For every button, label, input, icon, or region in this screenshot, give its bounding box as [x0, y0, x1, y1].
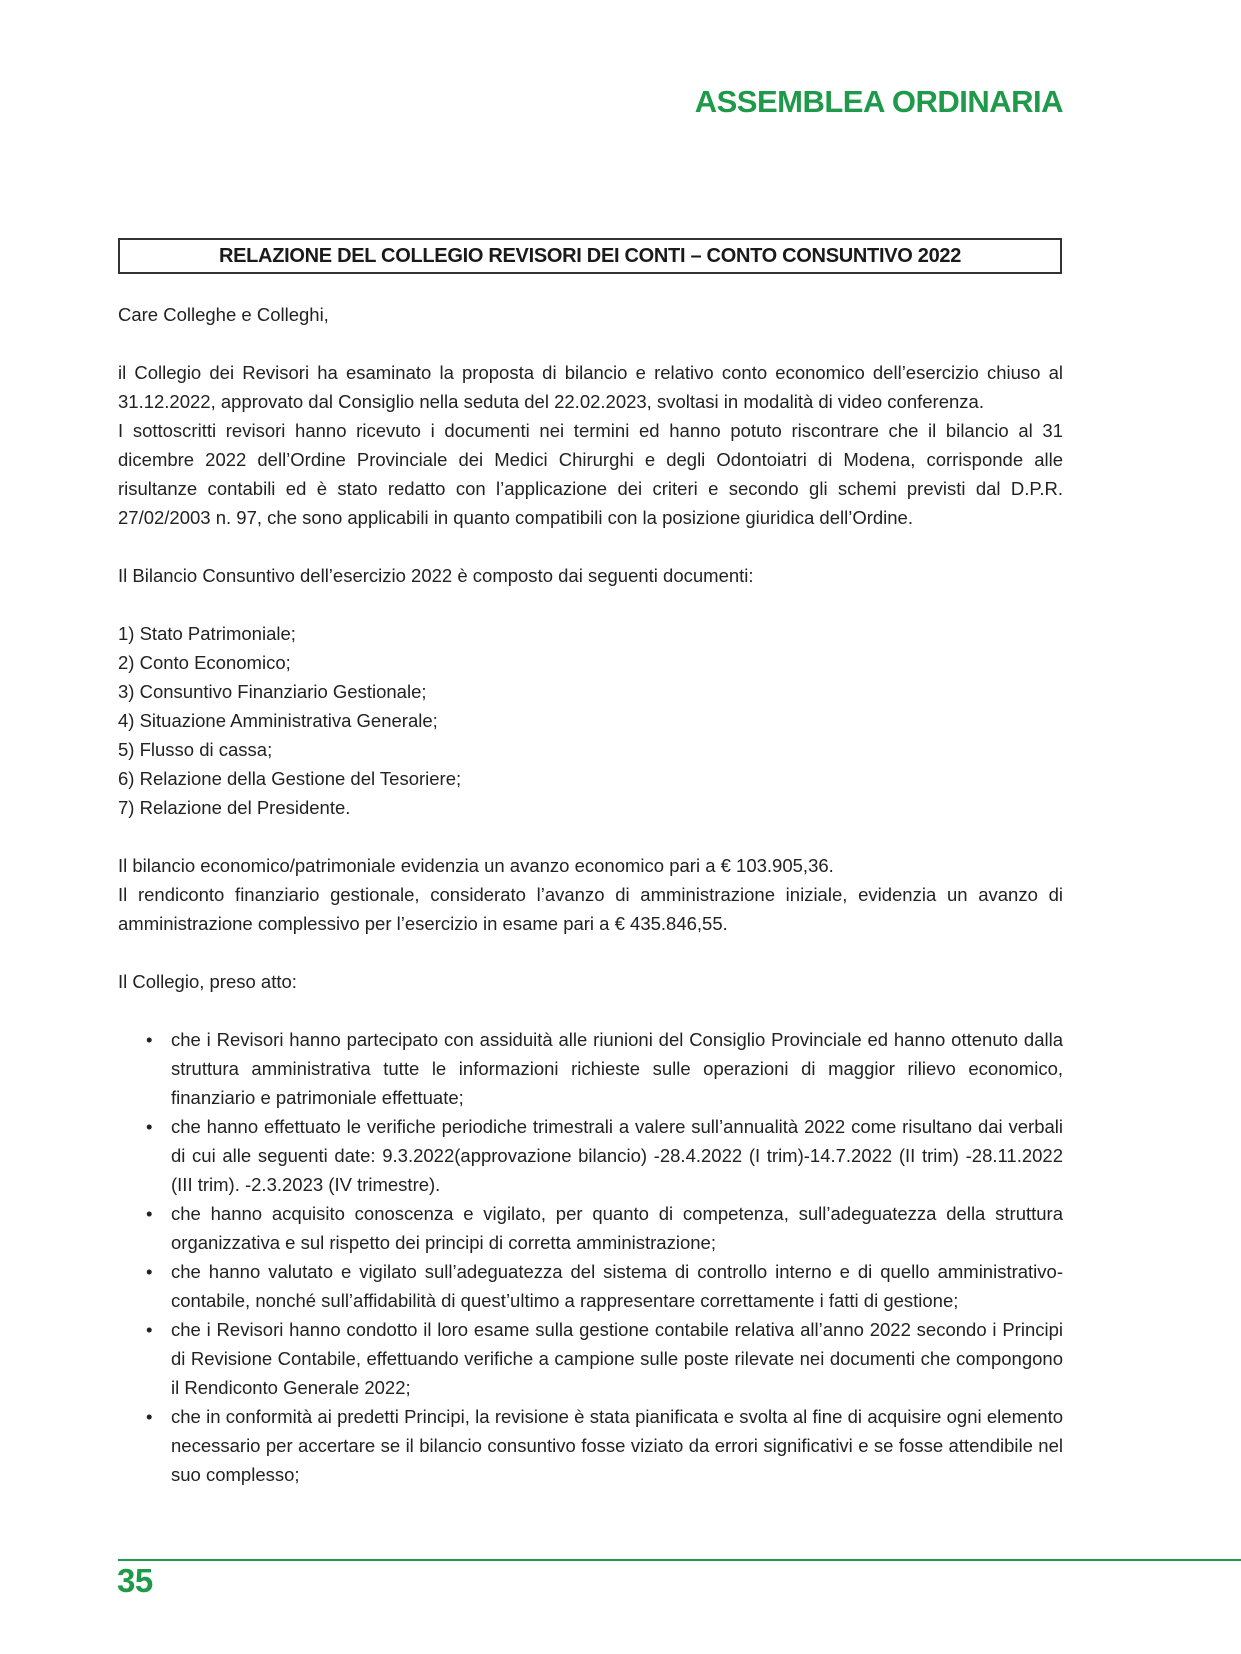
- report-title: RELAZIONE DEL COLLEGIO REVISORI DEI CONTI – CONTO CONSUNTIVO 2022: [218, 244, 962, 267]
- bullet-icon: •: [146, 1029, 153, 1050]
- list-item: 7) Relazione del Presidente.: [118, 797, 351, 818]
- list-item: [118, 1257, 1063, 1315]
- list-item: [118, 1025, 1063, 1112]
- report-title-box: [118, 238, 1062, 274]
- bullet-icon: •: [146, 1203, 153, 1224]
- list-item: [118, 1402, 1063, 1489]
- document-body: [118, 300, 1063, 1489]
- list-item: 2) Conto Economico;: [118, 652, 291, 673]
- list-item: [118, 1199, 1063, 1257]
- section-header: ASSEMBLEA ORDINARIA: [694, 84, 1063, 119]
- list-item: 3) Consuntivo Finanziario Gestionale;: [118, 681, 427, 702]
- economic-result: Il bilancio economico/patrimoniale evidenzia un avanzo economico pari a € 103.905,36.: [118, 855, 834, 876]
- bullet-icon: •: [146, 1116, 153, 1137]
- finding-text: che i Revisori hanno condotto il loro esame sulla gestione contabile relativa all’anno 2022 secondo i Principi di Revisione Contabile, effettuando verifiche a campione sulle poste rilevate nei documenti che compongono il Rendiconto Generale 2022;: [171, 1319, 1063, 1398]
- list-item: 6) Relazione della Gestione del Tesoriere;: [118, 768, 462, 789]
- page-number: 35: [117, 1562, 153, 1599]
- college-intro: Il Collegio, preso atto:: [118, 971, 297, 992]
- bullet-icon: •: [146, 1406, 153, 1427]
- verification-paragraph: I sottoscritti revisori hanno ricevuto i documenti nei termini ed hanno potuto riscontrare che il bilancio al 31 dicembre 2022 dell’Ordine Provinciale dei Medici Chirurghi e degli Odontoiatri di Modena, corrisponde alle risultanze contabili ed è stato redatto con l’applicazione dei criteri e secondo gli schemi previsti dal D.P.R. 27/02/2003 n. 97, che sono applicabili in quanto compatibili con la posizione giuridica dell’Ordine.: [118, 420, 1063, 528]
- footer-divider: [118, 1559, 1241, 1561]
- list-item: 5) Flusso di cassa;: [118, 739, 273, 760]
- documents-list: [118, 619, 1063, 822]
- bullet-icon: •: [146, 1319, 153, 1340]
- list-item: [118, 1112, 1063, 1199]
- finding-text: che in conformità ai predetti Principi, la revisione è stata pianificata e svolta al fine di acquisire ogni elemento necessario per accertare se il bilancio consuntivo fosse viziato da errori significativi e se fosse attendibile nel suo complesso;: [171, 1406, 1063, 1485]
- composition-intro: Il Bilancio Consuntivo dell’esercizio 2022 è composto dai seguenti documenti:: [118, 565, 754, 586]
- financial-result: Il rendiconto finanziario gestionale, considerato l’avanzo di amministrazione iniziale, evidenzia un avanzo di amministrazione complessivo per l’esercizio in esame pari a € 435.846,55.: [118, 884, 1063, 934]
- finding-text: che i Revisori hanno partecipato con assiduità alle riunioni del Consiglio Provinciale ed hanno ottenuto dalla struttura amministrativa tutte le informazioni richieste sulle operazioni di maggior rilievo economico, finanziario e patrimoniale effettuate;: [171, 1029, 1063, 1108]
- finding-text: che hanno acquisito conoscenza e vigilato, per quanto di competenza, sull’adeguatezza della struttura organizzativa e sul rispetto dei principi di corretta amministrazione;: [171, 1203, 1063, 1253]
- list-item: 1) Stato Patrimoniale;: [118, 623, 296, 644]
- list-item: [118, 1315, 1063, 1402]
- intro-paragraph: il Collegio dei Revisori ha esaminato la proposta di bilancio e relativo conto economico dell’esercizio chiuso al 31.12.2022, approvato dal Consiglio nella seduta del 22.02.2023, svoltasi in modalità di video conferenza.: [118, 362, 1063, 412]
- findings-list: [118, 1025, 1063, 1489]
- list-item: 4) Situazione Amministrativa Generale;: [118, 710, 438, 731]
- finding-text: che hanno valutato e vigilato sull’adeguatezza del sistema di controllo interno e di quello amministrativo-contabile, nonché sull’affidabilità di quest’ultimo a rappresentare correttamente i fatti di gestione;: [171, 1261, 1063, 1311]
- bullet-icon: •: [146, 1261, 153, 1282]
- greeting: Care Colleghe e Colleghi,: [118, 304, 329, 325]
- finding-text: che hanno effettuato le verifiche periodiche trimestrali a valere sull’annualità 2022 come risultano dai verbali di cui alle seguenti date: 9.3.2022(approvazione bilancio) -28.4.2022 (I trim)-14.7.2022 (II trim) -28.11.2022 (III trim). -2.3.2023 (IV trimestre).: [171, 1116, 1063, 1195]
